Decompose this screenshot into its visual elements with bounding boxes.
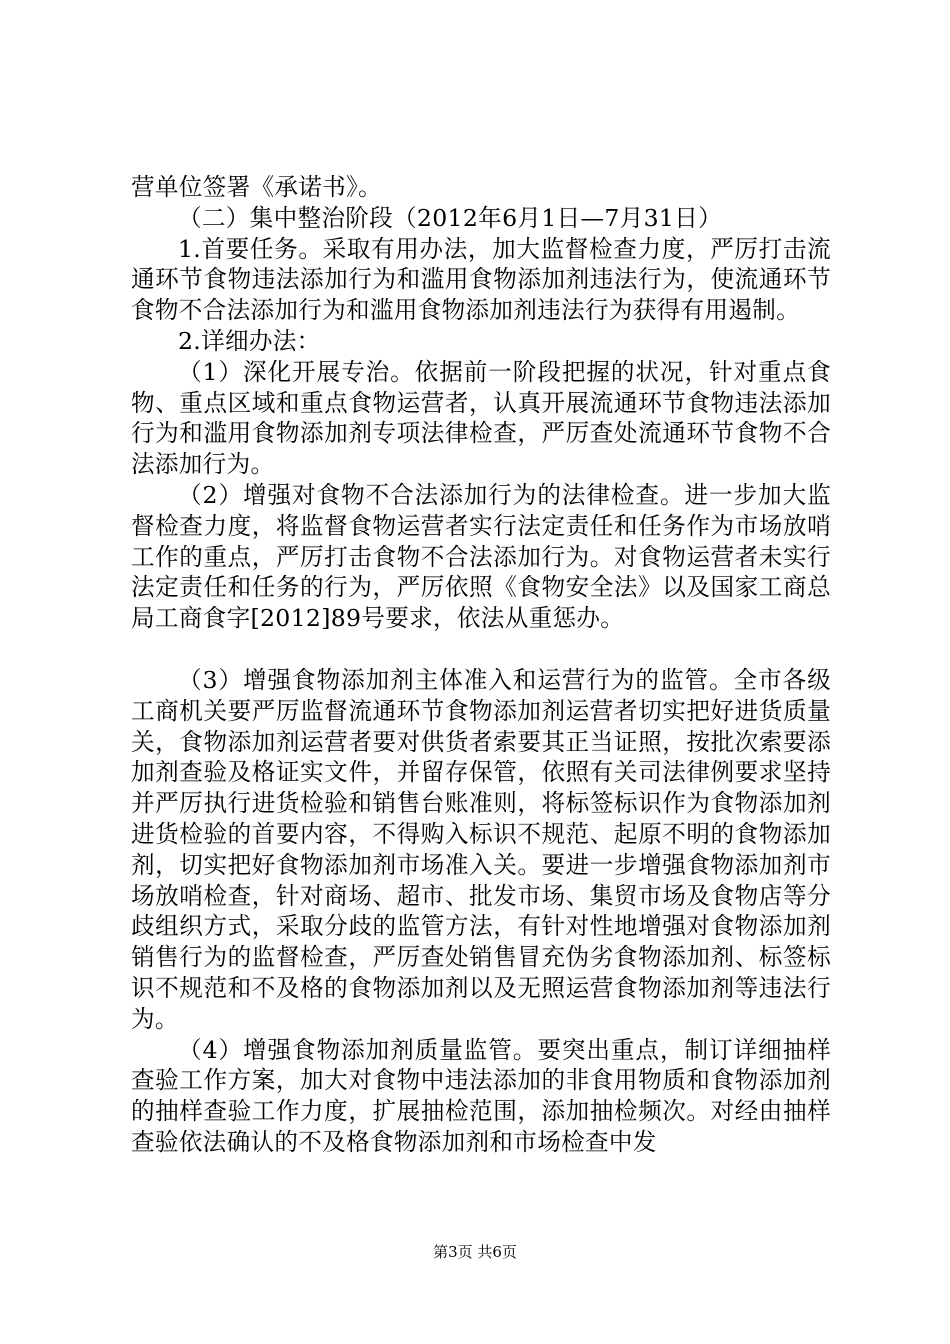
paragraph-spacer	[131, 634, 831, 665]
document-body	[131, 172, 831, 1158]
paragraph-measure-2: （2）增强对食物不合法添加行为的法律检查。进一步加大监督检查力度，将监督食物运营者实行法定责任和任务作为市场放哨工作的重点，严厉打击食物不合法添加行为。对食物运营者未实行法定责任和任务的行为，严厉依照《食物安全法》以及国家工商总局工商食字[2012]89号要求，依法从重惩办。	[131, 480, 831, 633]
section-heading-phase-two: （二）集中整治阶段（2012年6月1日—7月31日）	[178, 203, 722, 232]
paragraph-measure-4: （4）增强食物添加剂质量监管。要突出重点，制订详细抽样查验工作方案，加大对食物中违法添加的非食用物质和食物添加剂的抽样查验工作力度，扩展抽检范围，添加抽检频次。对经由抽样查验依法确认的不及格食物添加剂和市场检查中发	[131, 1035, 831, 1156]
paragraph-measure-3: （3）增强食物添加剂主体准入和运营行为的监管。全市各级工商机关要严厉监督流通环节食物添加剂运营者切实把好进货质量关，食物添加剂运营者要对供货者索要其正当证照，按批次索要添加剂查验及格证实文件，并留存保管，依照有关司法律例要求坚持并严厉执行进货检验和销售台账准则，将标签标识作为食物添加剂进货检验的首要内容，不得购入标识不规范、起原不明的食物添加剂，切实把好食物添加剂市场准入关。要进一步增强食物添加剂市场放哨检查，针对商场、超市、批发市场、集贸市场及食物店等分歧组织方式，采取分歧的监管方法，有针对性地增强对食物添加剂销售行为的监督检查，严厉查处销售冒充伪劣食物添加剂、标签标识不规范和不及格的食物添加剂以及无照运营食物添加剂等违法行为。	[131, 665, 831, 1033]
paragraph-measure-1: （1）深化开展专治。依据前一阶段把握的状况，针对重点食物、重点区域和重点食物运营者，认真开展流通环节食物违法添加行为和滥用食物添加剂专项法律检查，严厉查处流通环节食物不合法添加行为。	[131, 357, 831, 479]
page-footer: 第3页 共6页	[433, 1243, 517, 1261]
paragraph-primary-task: 1.首要任务。采取有用办法，加大监督检查力度，严厉打击流通环节食物违法添加行为和滥用食物添加剂违法行为，使流通环节食物不合法添加行为和滥用食物添加剂违法行为获得有用遏制。	[131, 234, 831, 325]
paragraph-continuation: 营单位签署《承诺书》。	[131, 173, 383, 201]
paragraph-detailed-measures-heading: 2.详细办法：	[178, 326, 321, 355]
